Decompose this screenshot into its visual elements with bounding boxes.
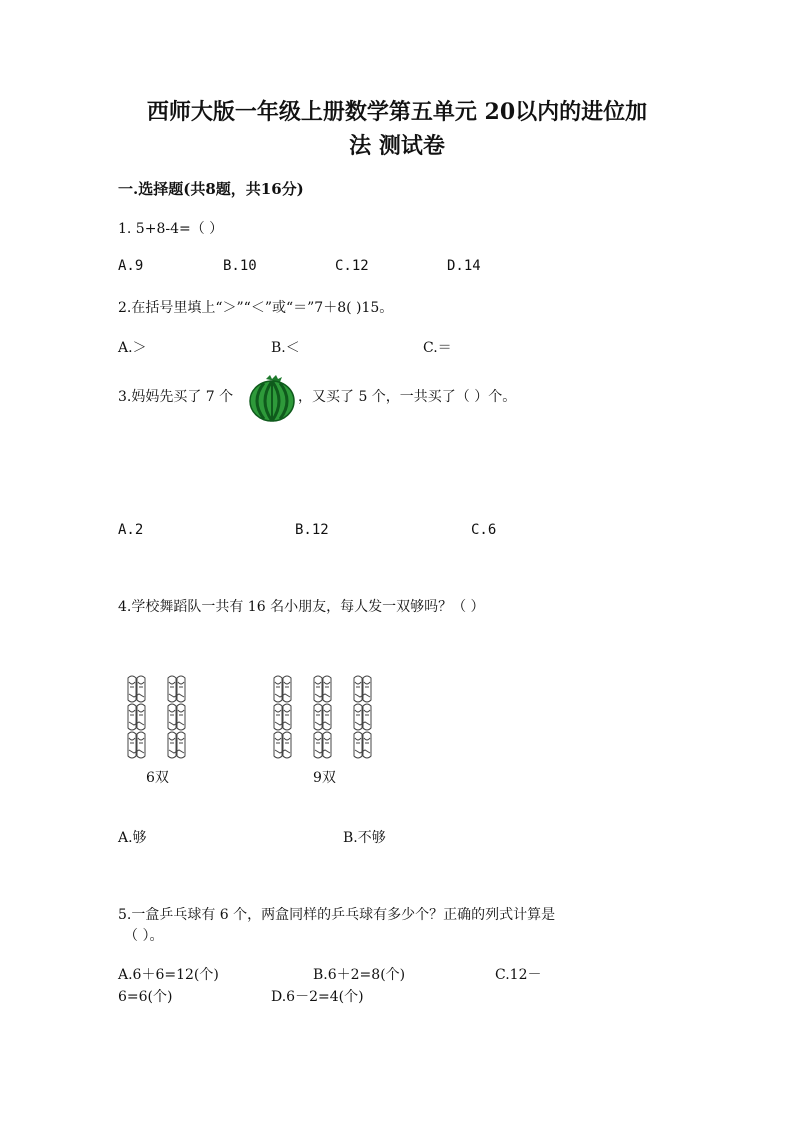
- q5-option-d[interactable]: D.6－2=4(个): [271, 989, 364, 1005]
- question-5-line1: 5.一盒乒乓球有 6 个，两盒同样的乒乓球有多少个？正确的列式计算是: [118, 907, 556, 923]
- question-2: 2.在括号里填上“＞”“＜”或“＝”7＋8( )15。: [118, 300, 394, 316]
- shoe-pair: [128, 676, 145, 702]
- shoe-pair: [354, 676, 371, 702]
- shoe-pair: [354, 732, 371, 758]
- q1-option-d[interactable]: D.14: [447, 258, 481, 274]
- shoe-pair: [168, 676, 185, 702]
- q5-option-c-cont: 6=6(个): [118, 989, 173, 1005]
- q1-option-a[interactable]: A.9: [118, 258, 144, 274]
- ballet-shoes-icon: [124, 672, 214, 762]
- ballet-shoes-icon: [270, 672, 390, 762]
- question-4: 4.学校舞蹈队一共有 16 名小朋友，每人发一双够吗？（ ）: [118, 599, 485, 615]
- q2-option-a[interactable]: A.＞: [118, 340, 147, 356]
- shoe-pair: [354, 704, 371, 730]
- page-title: 西师大版一年级上册数学第五单元 20以内的进位加: [146, 99, 648, 125]
- shoe-pair: [168, 704, 185, 730]
- shoe-count-label: 9双: [313, 770, 336, 786]
- question-1: 1. 5+8-4=（ ）: [118, 221, 224, 237]
- q3-option-a[interactable]: A.2: [118, 522, 144, 538]
- question-3-part2: ，又买了 5 个，一共买了（ ）个。: [298, 389, 517, 405]
- q1-option-c[interactable]: C.12: [335, 258, 369, 274]
- shoe-pair: [274, 676, 291, 702]
- q2-option-b[interactable]: B.＜: [271, 340, 300, 356]
- watermelon-icon: [248, 373, 296, 423]
- q3-option-c[interactable]: C.6: [471, 522, 497, 538]
- shoe-pair: [314, 704, 331, 730]
- q3-option-b[interactable]: B.12: [295, 522, 329, 538]
- q5-option-b[interactable]: B.6＋2=8(个): [313, 967, 406, 983]
- question-5-line2: （ ）。: [124, 928, 164, 944]
- q4-option-b[interactable]: B.不够: [343, 830, 386, 846]
- section-heading: 一.选择题(共8题，共16分): [118, 180, 304, 198]
- shoe-pair: [314, 732, 331, 758]
- q5-option-c[interactable]: C.12－: [495, 967, 542, 983]
- shoe-pair: [314, 676, 331, 702]
- q5-option-a[interactable]: A.6＋6=12(个): [118, 967, 219, 983]
- shoe-count-label: 6双: [146, 770, 169, 786]
- shoe-pair: [274, 704, 291, 730]
- q1-option-b[interactable]: B.10: [223, 258, 257, 274]
- shoe-pair: [128, 732, 145, 758]
- shoe-pair: [168, 732, 185, 758]
- page-title-line2: 法 测试卷: [349, 133, 445, 159]
- q4-option-a[interactable]: A.够: [118, 830, 147, 846]
- shoe-pair: [128, 704, 145, 730]
- q2-option-c[interactable]: C.＝: [423, 340, 452, 356]
- question-3-part1: 3.妈妈先买了 7 个: [118, 389, 234, 405]
- shoe-pair: [274, 732, 291, 758]
